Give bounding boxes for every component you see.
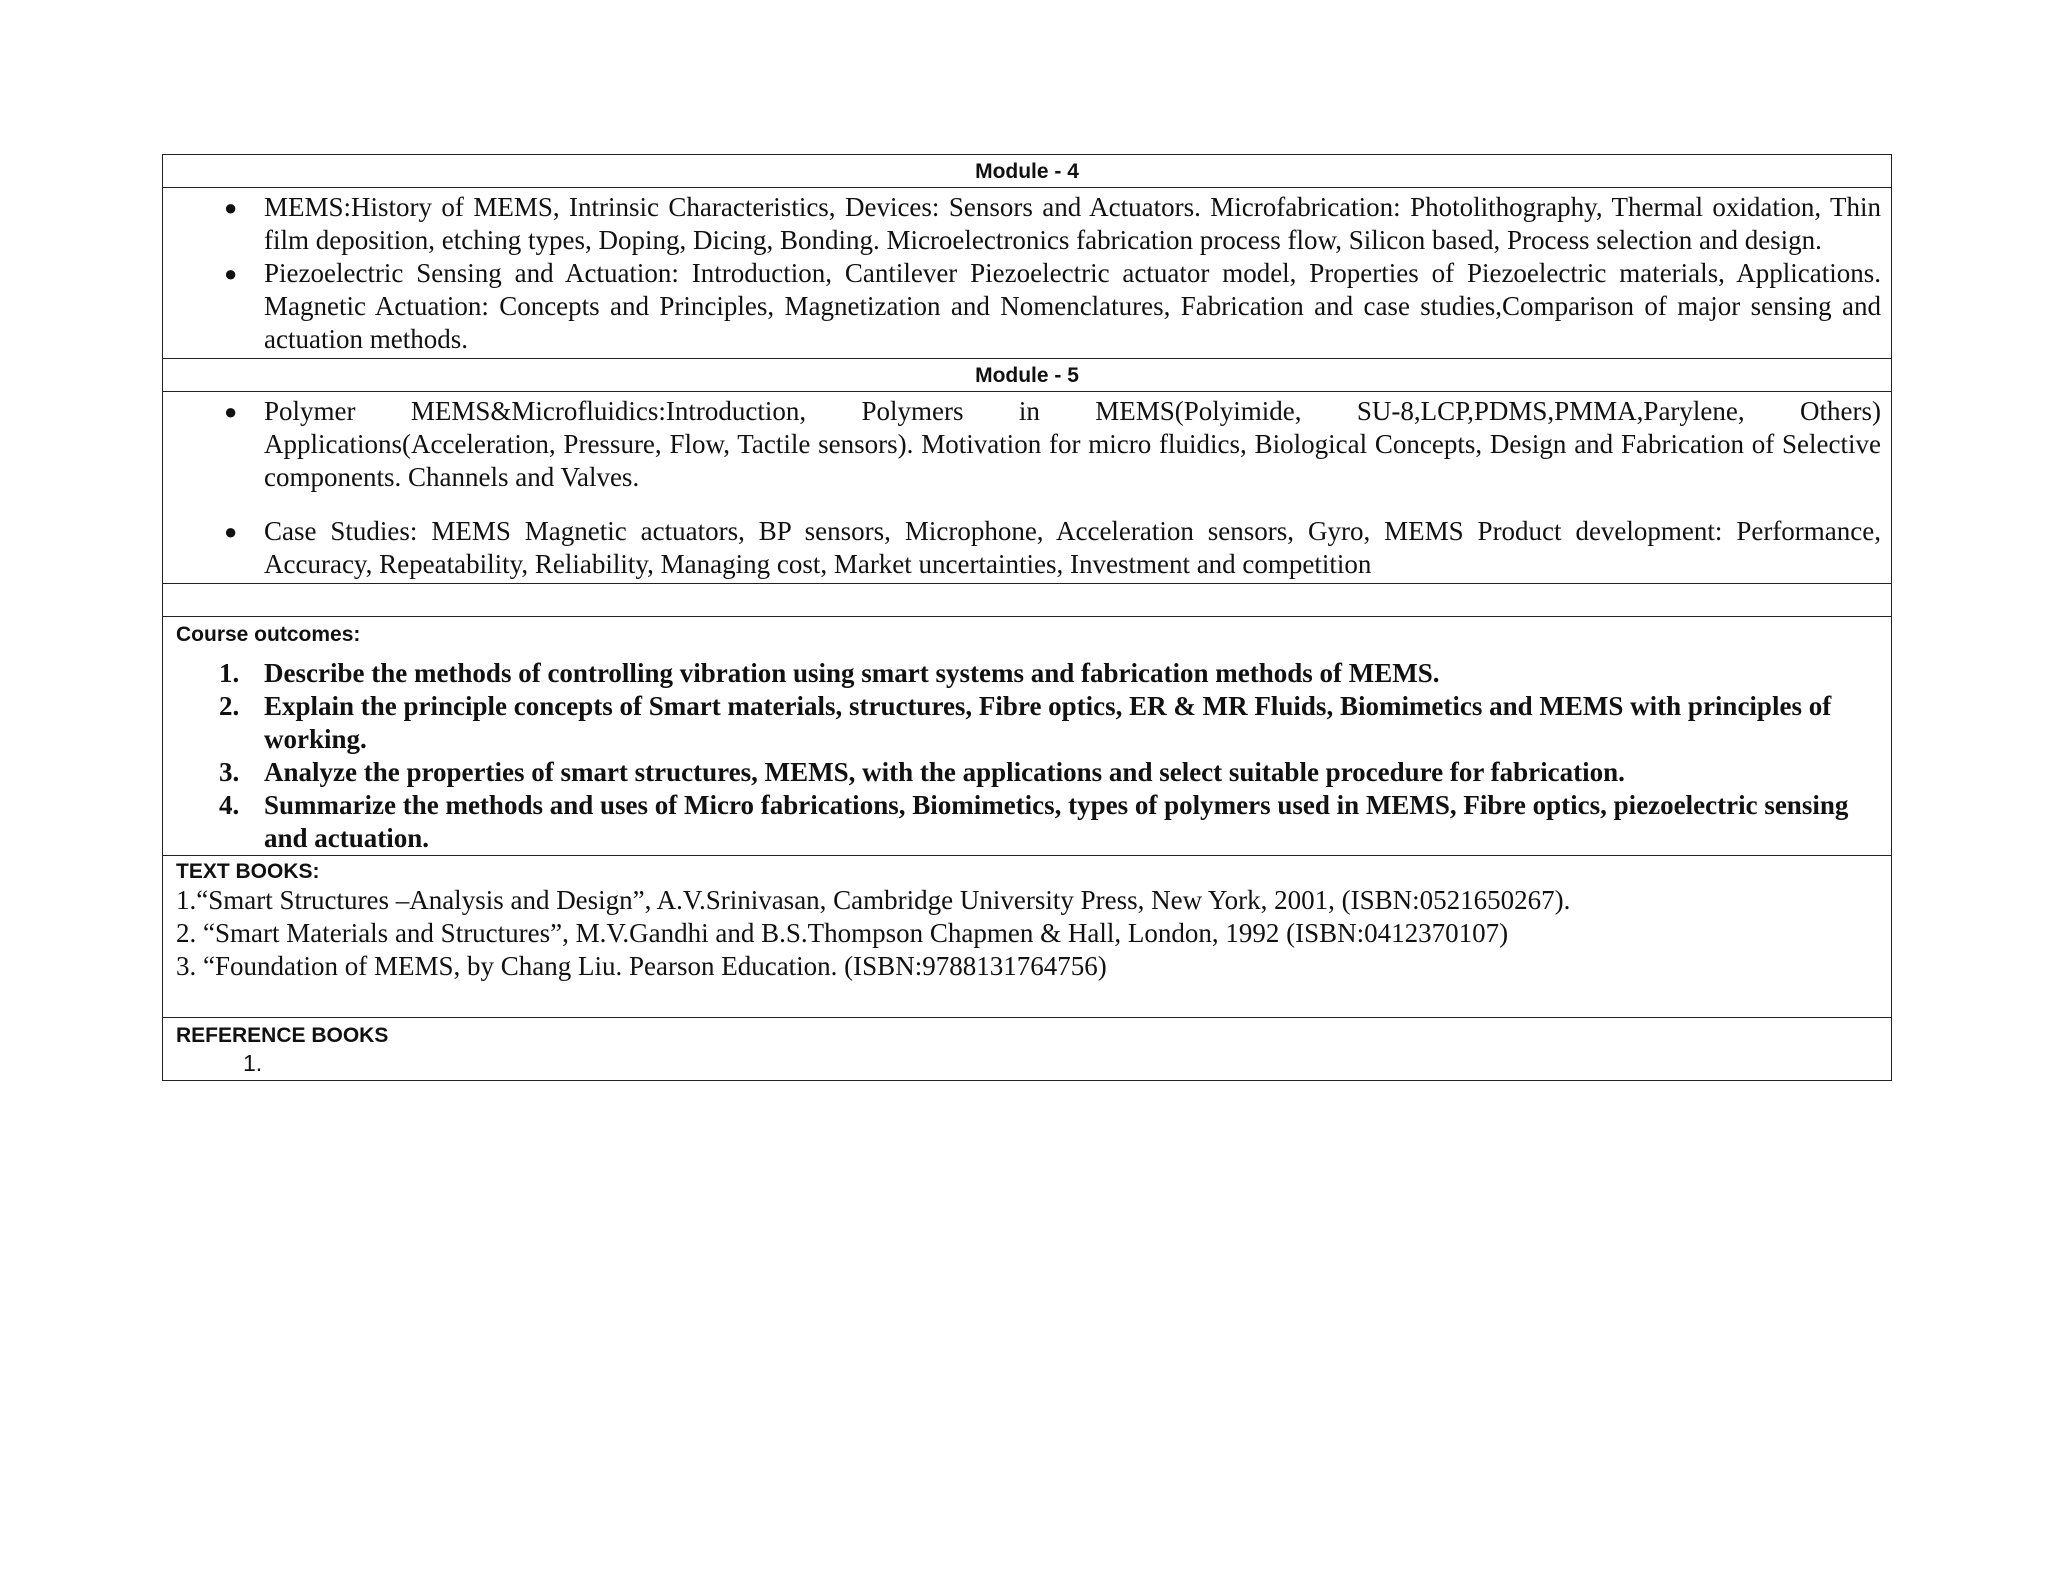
outcome-item: [163, 657, 1881, 690]
module-4-bullet-1: MEMS:History of MEMS, Intrinsic Characteristics, Devices: Sensors and Actuators. Microfabrication: Photolithography, Thermal oxidation, Thin film deposition, etching types, Doping, Dicing, Bonding. Microelectronics fabrication process flow, Silicon based, Process selection and design.: [264, 192, 1881, 255]
list-item: [163, 191, 1881, 257]
outcome-text: Summarize the methods and uses of Micro fabrications, Biomimetics, types of polymers used in MEMS, Fibre optics, piezoelectric sensing and actuation.: [264, 790, 1849, 853]
module-5-bullet-1: Polymer MEMS&Microfluidics:Introduction, Polymers in MEMS(Polyimide, SU-8,LCP,PDMS,PMMA,Parylene, Others) Applications(Acceleration, Pressure, Flow, Tactile sensors). Motivation for micro fluidics, Biological Concepts, Design and Fabrication of Selective components. Channels and Valves.: [264, 396, 1881, 492]
module-5-bullet-2: Case Studies: MEMS Magnetic actuators, BP sensors, Microphone, Acceleration sensors, Gyro, MEMS Product development: Performance, Accuracy, Repeatability, Reliability, Managing cost, Market uncertainties, Investment and competition: [264, 516, 1881, 579]
outcome-item: [163, 789, 1881, 855]
outcome-number: 2.: [219, 691, 240, 721]
course-outcomes-label: Course outcomes:: [176, 623, 361, 646]
reference-books-label: REFERENCE BOOKS: [176, 1024, 389, 1047]
bullet-icon: ●: [224, 399, 238, 424]
bullet-icon: ●: [224, 195, 238, 220]
outcome-number: 4.: [219, 790, 240, 820]
outcome-item: [163, 756, 1881, 789]
course-outcomes-section: [163, 617, 1891, 856]
list-spacer: [163, 494, 1881, 515]
outcome-text: Explain the principle concepts of Smart materials, structures, Fibre optics, ER & MR Fluids, Biomimetics and MEMS with principles of working.: [264, 691, 1832, 754]
outcome-text: Analyze the properties of smart structures, MEMS, with the applications and select suitable procedure for fabrication.: [264, 757, 1625, 787]
text-book-1: 1.“Smart Structures –Analysis and Design”, A.V.Srinivasan, Cambridge University Press, New York, 2001, (ISBN:0521650267).: [176, 885, 1571, 915]
outcome-number: 1.: [219, 658, 240, 688]
bullet-icon: ●: [224, 261, 238, 286]
empty-row: [163, 584, 1891, 617]
text-books-label: TEXT BOOKS:: [176, 860, 320, 883]
reference-book-1: 1.: [243, 1050, 263, 1076]
module-4-heading: Module - 4: [163, 155, 1891, 188]
module-4-content: [163, 188, 1891, 359]
list-item: [163, 257, 1881, 356]
list-item: [163, 395, 1881, 494]
outcome-number: 3.: [219, 757, 240, 787]
outcome-item: [163, 690, 1881, 756]
bullet-icon: ●: [224, 519, 238, 544]
syllabus-table: [162, 154, 1892, 1081]
module-5-content: [163, 392, 1891, 584]
text-book-3: 3. “Foundation of MEMS, by Chang Liu. Pearson Education. (ISBN:9788131764756): [176, 951, 1107, 981]
text-books-section: [163, 856, 1891, 1018]
reference-books-section: [163, 1018, 1891, 1080]
module-4-bullet-2: Piezoelectric Sensing and Actuation: Introduction, Cantilever Piezoelectric actuator model, Properties of Piezoelectric materials, Applications. Magnetic Actuation: Concepts and Principles, Magnetization and Nomenclatures, Fabrication and case studies,Comparison of major sensing and actuation methods.: [264, 258, 1881, 354]
outcome-text: Describe the methods of controlling vibration using smart systems and fabrication methods of MEMS.: [264, 658, 1440, 688]
list-item: [163, 515, 1881, 581]
text-book-2: 2. “Smart Materials and Structures”, M.V.Gandhi and B.S.Thompson Chapmen & Hall, London, 1992 (ISBN:0412370107): [176, 918, 1509, 948]
module-5-heading: Module - 5: [163, 359, 1891, 392]
